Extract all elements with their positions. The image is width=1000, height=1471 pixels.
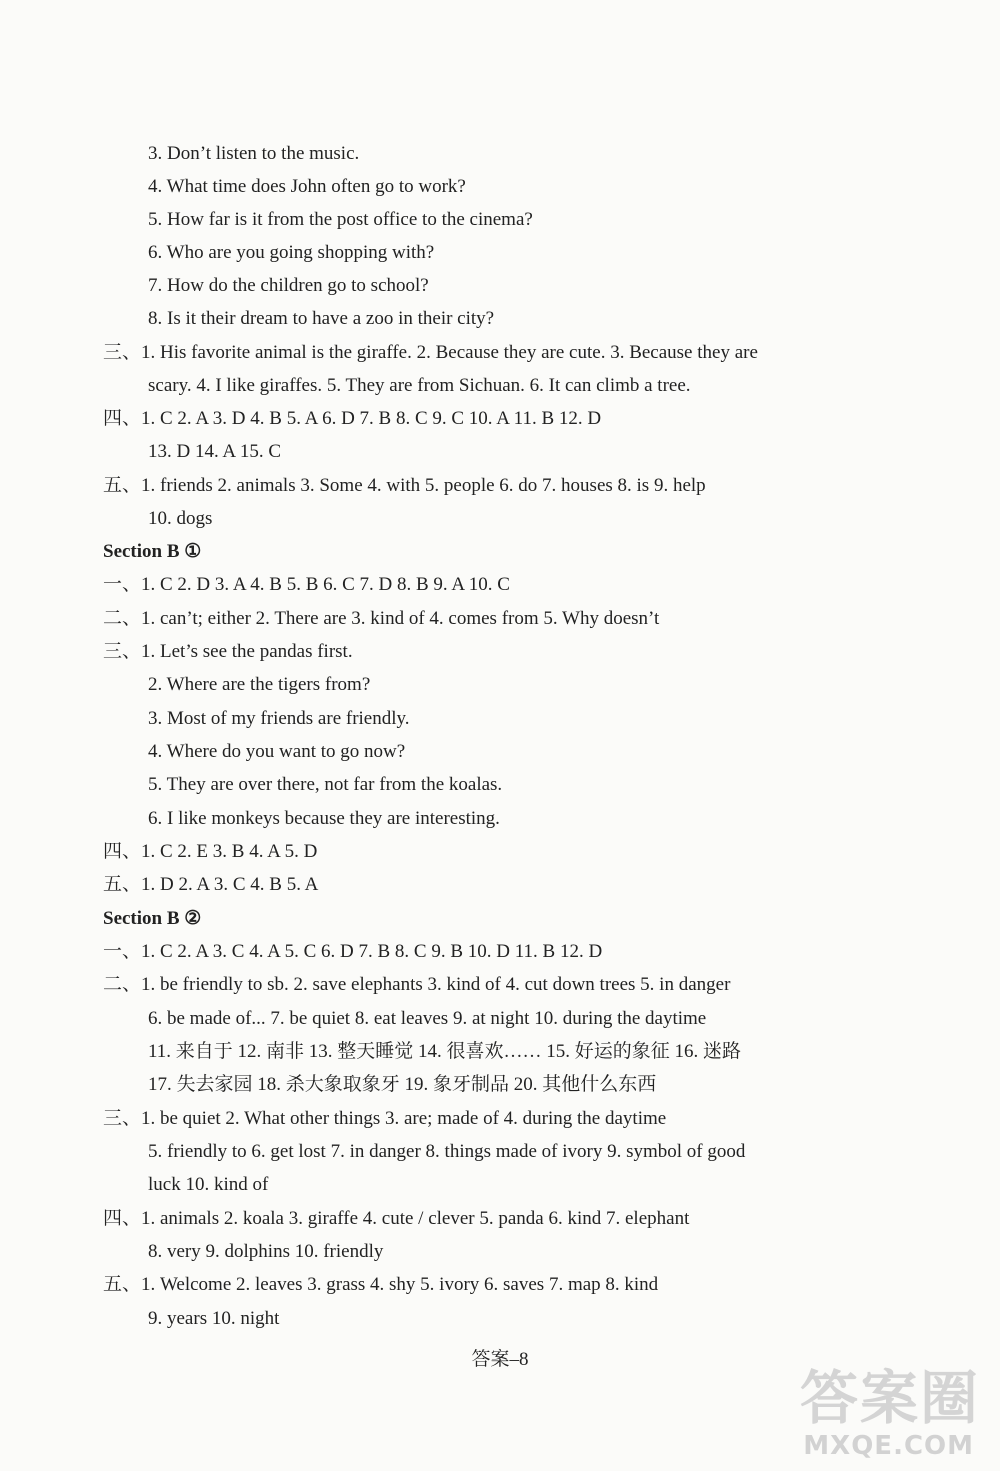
section-heading: Section B ① [103,541,202,562]
answer-line: 四、1. C 2. E 3. B 4. A 5. D [103,841,318,862]
answer-line: 一、1. C 2. A 3. C 4. A 5. C 6. D 7. B 8. C 9. B 10. D 11. B 12. D [103,941,603,962]
answer-line: 11. 来自于 12. 南非 13. 整天睡觉 14. 很喜欢…… 15. 好运的象征 16. 迷路 [148,1041,742,1062]
answer-line: 5. They are over there, not far from the koalas. [148,774,503,795]
answer-line: 一、1. C 2. D 3. A 4. B 5. B 6. C 7. D 8. B 9. A 10. C [103,574,510,595]
watermark-logo-text: 答案圈 [799,1364,980,1432]
watermark-logo [780,1351,980,1461]
answer-line: 四、1. animals 2. koala 3. giraffe 4. cute / clever 5. panda 6. kind 7. elephant [103,1208,690,1229]
answer-line: 5. How far is it from the post office to the cinema? [148,209,533,230]
answer-line: 8. very 9. dolphins 10. friendly [148,1241,384,1262]
answer-line: 6. be made of... 7. be quiet 8. eat leaves 9. at night 10. during the daytime [148,1008,707,1029]
answer-line: 9. years 10. night [148,1308,280,1329]
answer-line: 6. Who are you going shopping with? [148,242,435,263]
page-footer: 答案–8 [471,1349,529,1370]
answer-line: 二、1. be friendly to sb. 2. save elephants 3. kind of 4. cut down trees 5. in danger [103,974,731,995]
answer-line: 17. 失去家园 18. 杀大象取象牙 19. 象牙制品 20. 其他什么东西 [148,1074,657,1095]
answer-line: 五、1. Welcome 2. leaves 3. grass 4. shy 5. ivory 6. saves 7. map 8. kind [103,1274,659,1295]
answer-line: 五、1. friends 2. animals 3. Some 4. with 5. people 6. do 7. houses 8. is 9. help [103,475,706,496]
answer-line: 三、1. Let’s see the pandas first. [103,641,353,662]
answer-line: luck 10. kind of [148,1174,269,1195]
answer-line: 三、1. be quiet 2. What other things 3. are; made of 4. during the daytime [103,1108,667,1129]
answer-line: 3. Don’t listen to the music. [148,143,360,164]
watermark-url: MXQE.COM [803,1431,974,1461]
answer-line: 13. D 14. A 15. C [148,441,282,462]
answer-line: 四、1. C 2. A 3. D 4. B 5. A 6. D 7. B 8. C 9. C 10. A 11. B 12. D [103,408,602,429]
answer-line: 10. dogs [148,508,213,529]
answer-line: 三、1. His favorite animal is the giraffe. 2. Because they are cute. 3. Because they are [103,342,758,363]
answer-line: 7. How do the children go to school? [148,275,429,296]
section-heading: Section B ② [103,908,202,929]
answer-line: 五、1. D 2. A 3. C 4. B 5. A [103,874,319,895]
answer-line: 4. Where do you want to go now? [148,741,406,762]
answer-line: 8. Is it their dream to have a zoo in their city? [148,308,495,329]
answer-line: 5. friendly to 6. get lost 7. in danger 8. things made of ivory 9. symbol of good [148,1141,746,1162]
answer-line: 2. Where are the tigers from? [148,674,371,695]
answer-line: 二、1. can’t; either 2. There are 3. kind of 4. comes from 5. Why doesn’t [103,608,660,629]
answer-line: 4. What time does John often go to work? [148,176,466,197]
answer-line: scary. 4. I like giraffes. 5. They are from Sichuan. 6. It can climb a tree. [148,375,691,396]
answer-line: 6. I like monkeys because they are interesting. [148,808,500,829]
answer-line: 3. Most of my friends are friendly. [148,708,410,729]
